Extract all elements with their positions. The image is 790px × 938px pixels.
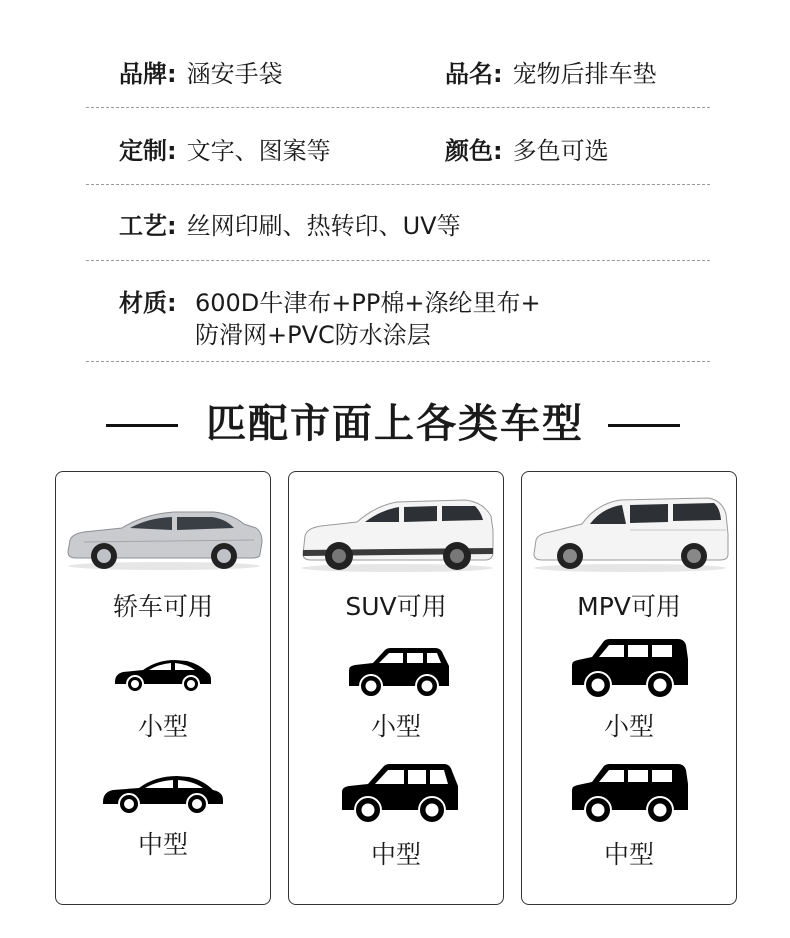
brand-sep: : (167, 60, 177, 88)
divider (86, 361, 710, 362)
divider (86, 107, 710, 108)
product-name-spec (445, 58, 657, 90)
custom-key: 定制 (119, 137, 167, 165)
color-key: 颜色 (445, 137, 493, 165)
title-left-rule (106, 424, 178, 427)
craft-value: 丝网印刷、热转印、UV等 (186, 212, 461, 240)
brand-value: 涵安手袋 (186, 60, 283, 88)
craft-key: 工艺 (119, 212, 167, 240)
material-sep: : (167, 289, 177, 317)
mid-sedan-icon (101, 770, 225, 814)
brand-spec (119, 58, 283, 90)
brand-key: 品牌 (119, 60, 167, 88)
mid-mpv-icon (570, 762, 690, 824)
divider (86, 260, 710, 261)
mpv-size-mid: 中型 (603, 840, 654, 869)
mid-suv-icon (340, 762, 460, 824)
section-title (0, 398, 790, 450)
sedan-size-small: 小型 (137, 712, 188, 741)
sedan-size-mid: 中型 (137, 830, 188, 859)
sedan-heading: 轿车可用 (112, 592, 213, 621)
craft-spec (119, 210, 461, 242)
custom-value: 文字、图案等 (186, 137, 331, 165)
craft-sep: : (167, 212, 177, 240)
small-suv-icon (347, 646, 451, 698)
suv-card (288, 471, 504, 905)
section-title-text: 匹配市面上各类车型 (206, 401, 584, 447)
material-spec (119, 287, 541, 349)
title-right-rule (608, 424, 680, 427)
sedan-card (55, 471, 271, 905)
suv-size-small: 小型 (370, 712, 421, 741)
mpv-heading: MPV可用 (577, 592, 681, 621)
product-name-value: 宠物后排车垫 (512, 60, 657, 88)
custom-sep: : (167, 137, 177, 165)
material-line-2: 防滑网+PVC防水涂层 (195, 321, 431, 349)
product-name-sep: : (493, 60, 503, 88)
small-mpv-icon (570, 637, 690, 699)
mpv-photo (530, 490, 730, 574)
suv-size-mid: 中型 (370, 840, 421, 869)
color-spec (445, 135, 609, 167)
suv-heading: SUV可用 (345, 592, 447, 621)
small-sedan-icon (113, 656, 213, 692)
color-sep: : (493, 137, 503, 165)
color-value: 多色可选 (512, 137, 609, 165)
custom-spec (119, 135, 331, 167)
product-name-key: 品名 (445, 60, 493, 88)
mpv-card (521, 471, 737, 905)
divider (86, 184, 710, 185)
suv-photo (297, 490, 497, 574)
sedan-photo (64, 490, 264, 574)
mpv-size-small: 小型 (603, 712, 654, 741)
material-key: 材质 (119, 289, 167, 317)
material-line-1: 600D牛津布+PP棉+涤纶里布+ (195, 289, 541, 317)
